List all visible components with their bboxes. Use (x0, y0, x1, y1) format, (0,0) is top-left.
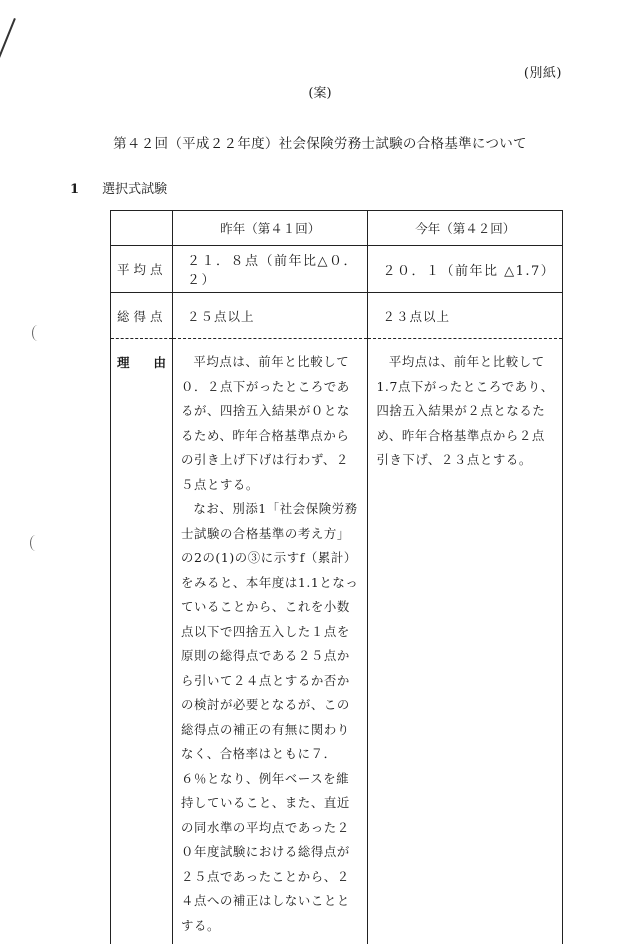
row-label-total: 総得点 (111, 293, 173, 339)
table-header-row (111, 211, 563, 246)
reason-previous-paragraph: なお、別添1「社会保険労務士試験の合格基準の考え方」の2の(1)の③に示すf（累計）をみると、本年度は1.1となっていることから、これを小数点以下で四捨五入した１点を原則の総得点である２５点から引いて２４点とするか否かの検討が必要となるが、この総得点の補正の有無に関わりなく、合格率はともに７．６％となり、例年ベースを維持していること、また、直近の同水準の平均点であった２０年度試験における総得点が２５点であったことから、２４点への補正はしないこととする。 (181, 497, 361, 938)
section-title: 選択式試験 (102, 182, 167, 197)
attachment-label: (別紙) (524, 62, 562, 81)
average-previous: ２１．８点（前年比△０．２） (172, 246, 367, 293)
document-title: 第４２回（平成２２年度）社会保険労務士試験の合格基準について (0, 132, 640, 152)
passing-criteria-table (110, 210, 563, 944)
handwritten-slash-mark (0, 18, 15, 70)
total-current: ２３点以上 (368, 293, 563, 339)
punch-hole-mark (30, 535, 41, 551)
row-label-average: 平均点 (111, 246, 173, 293)
reason-label-char-2: 由 (153, 353, 166, 371)
reason-current (368, 339, 563, 944)
section-heading (70, 178, 167, 197)
table-row-average (111, 246, 563, 293)
reason-previous-paragraph: 平均点は、前年と比較して０．２点下がったところであるが、四捨五入結果が０となるため、昨年合格基準点からの引き上げ下げは行わず、２５点とする。 (181, 350, 361, 497)
row-label-reason-cell (111, 339, 173, 944)
header-previous-year: 昨年（第４１回） (172, 211, 367, 246)
average-current: ２０．１（前年比 △1.7） (368, 246, 563, 293)
section-number: 1 (70, 182, 98, 197)
row-label-reason (111, 339, 172, 371)
reason-current-paragraph: 平均点は、前年と比較して1.7点下がったところであり、四捨五入結果が２点となるため、昨年合格基準点から２点引き下げ、２３点とする。 (376, 350, 556, 473)
table-row-total (111, 293, 563, 339)
reason-label-char-1: 理 (117, 353, 130, 371)
total-previous: ２５点以上 (172, 293, 367, 339)
header-empty-cell (111, 211, 173, 246)
draft-label: (案) (0, 82, 640, 101)
reason-previous (172, 339, 367, 944)
header-current-year: 今年（第４２回） (368, 211, 563, 246)
table-row-reason (111, 339, 563, 944)
punch-hole-mark (32, 325, 43, 341)
